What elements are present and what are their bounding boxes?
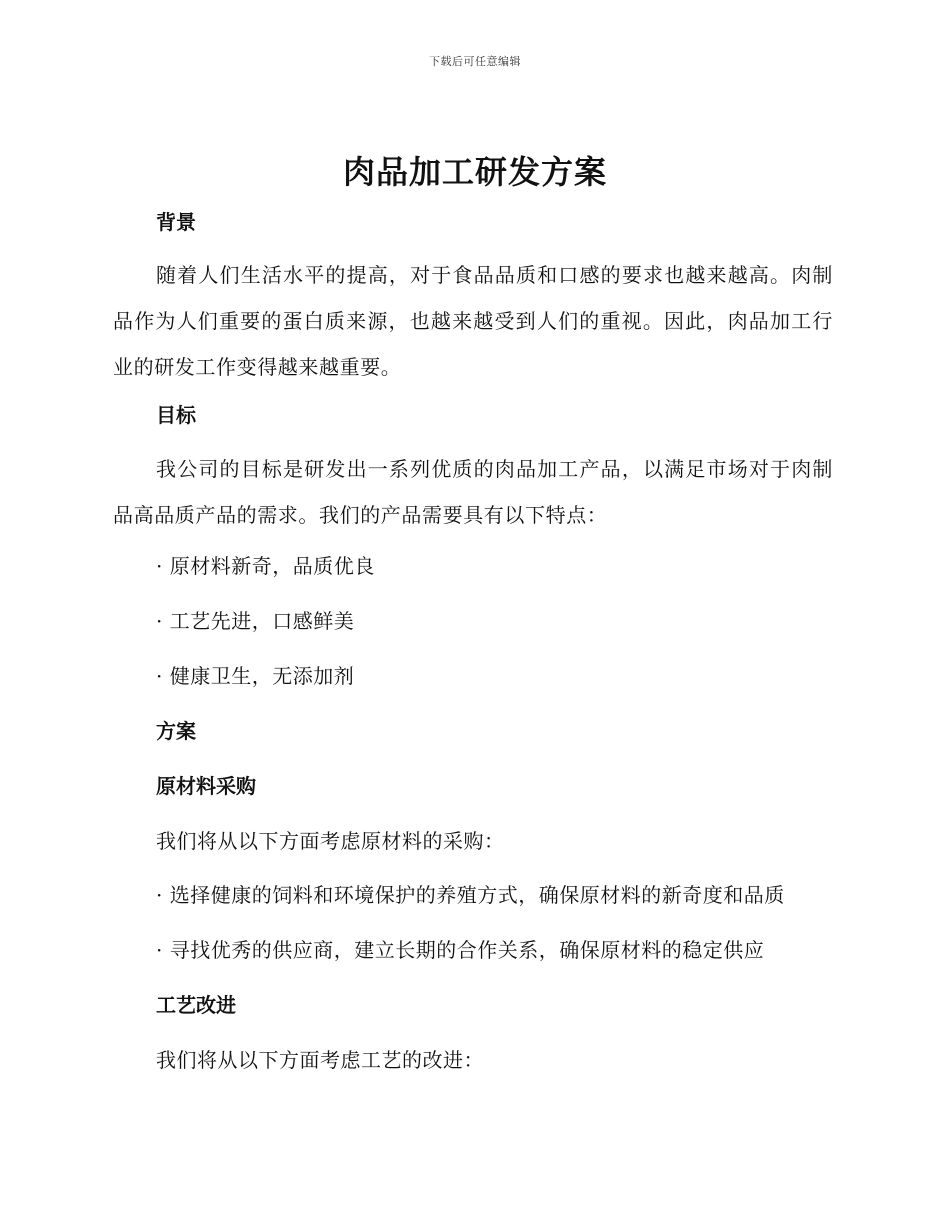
goal-bullet-3: [113, 661, 833, 691]
subheading-procurement: [113, 771, 833, 801]
paragraph-text: 我公司的目标是研发出一系列优质的肉品加工产品，以满足市场对于肉制品高品质产品的需求。我们的产品需要具有以下特点：: [113, 457, 833, 527]
document-title: 肉品加工研发方案: [342, 153, 607, 191]
procurement-bullet-2: [113, 935, 833, 965]
bullet-text: · 工艺先进，口感鲜美: [156, 609, 355, 633]
bullet-text: · 选择健康的饲料和环境保护的养殖方式，确保原材料的新奇度和品质: [156, 883, 785, 907]
paragraph-text: 随着人们生活水平的提高，对于食品品质和口感的要求也越来越高。肉制品作为人们重要的蛋白质来源，也越来越受到人们的重视。因此，肉品加工行业的研发工作变得越来越重要。: [113, 263, 833, 379]
procurement-intro: [113, 826, 833, 856]
procurement-bullet-1: [113, 880, 833, 910]
goal-bullet-2: [113, 606, 833, 636]
heading-text: 工艺改进: [156, 993, 236, 1017]
bullet-text: · 原材料新奇，品质优良: [156, 554, 375, 578]
heading-text: 原材料采购: [156, 774, 256, 798]
goal-paragraph: [113, 446, 833, 538]
paragraph-text: 我们将从以下方面考虑工艺的改进：: [156, 1048, 484, 1072]
paragraph-text: 我们将从以下方面考虑原材料的采购：: [156, 829, 505, 853]
section-heading-background: [113, 207, 833, 237]
page-header-note: 下载后可任意编辑: [429, 55, 521, 68]
bullet-text: · 健康卫生，无添加剂: [156, 664, 355, 688]
subheading-process: [113, 990, 833, 1020]
heading-text: 目标: [156, 403, 196, 427]
section-heading-goal: [113, 400, 833, 430]
section-heading-plan: [113, 716, 833, 746]
bullet-text: · 寻找优秀的供应商，建立长期的合作关系，确保原材料的稳定供应: [156, 938, 765, 962]
process-intro: [113, 1045, 833, 1075]
heading-text: 方案: [156, 719, 196, 743]
heading-text: 背景: [156, 210, 196, 234]
goal-bullet-1: [113, 551, 833, 581]
background-paragraph: [113, 252, 833, 390]
